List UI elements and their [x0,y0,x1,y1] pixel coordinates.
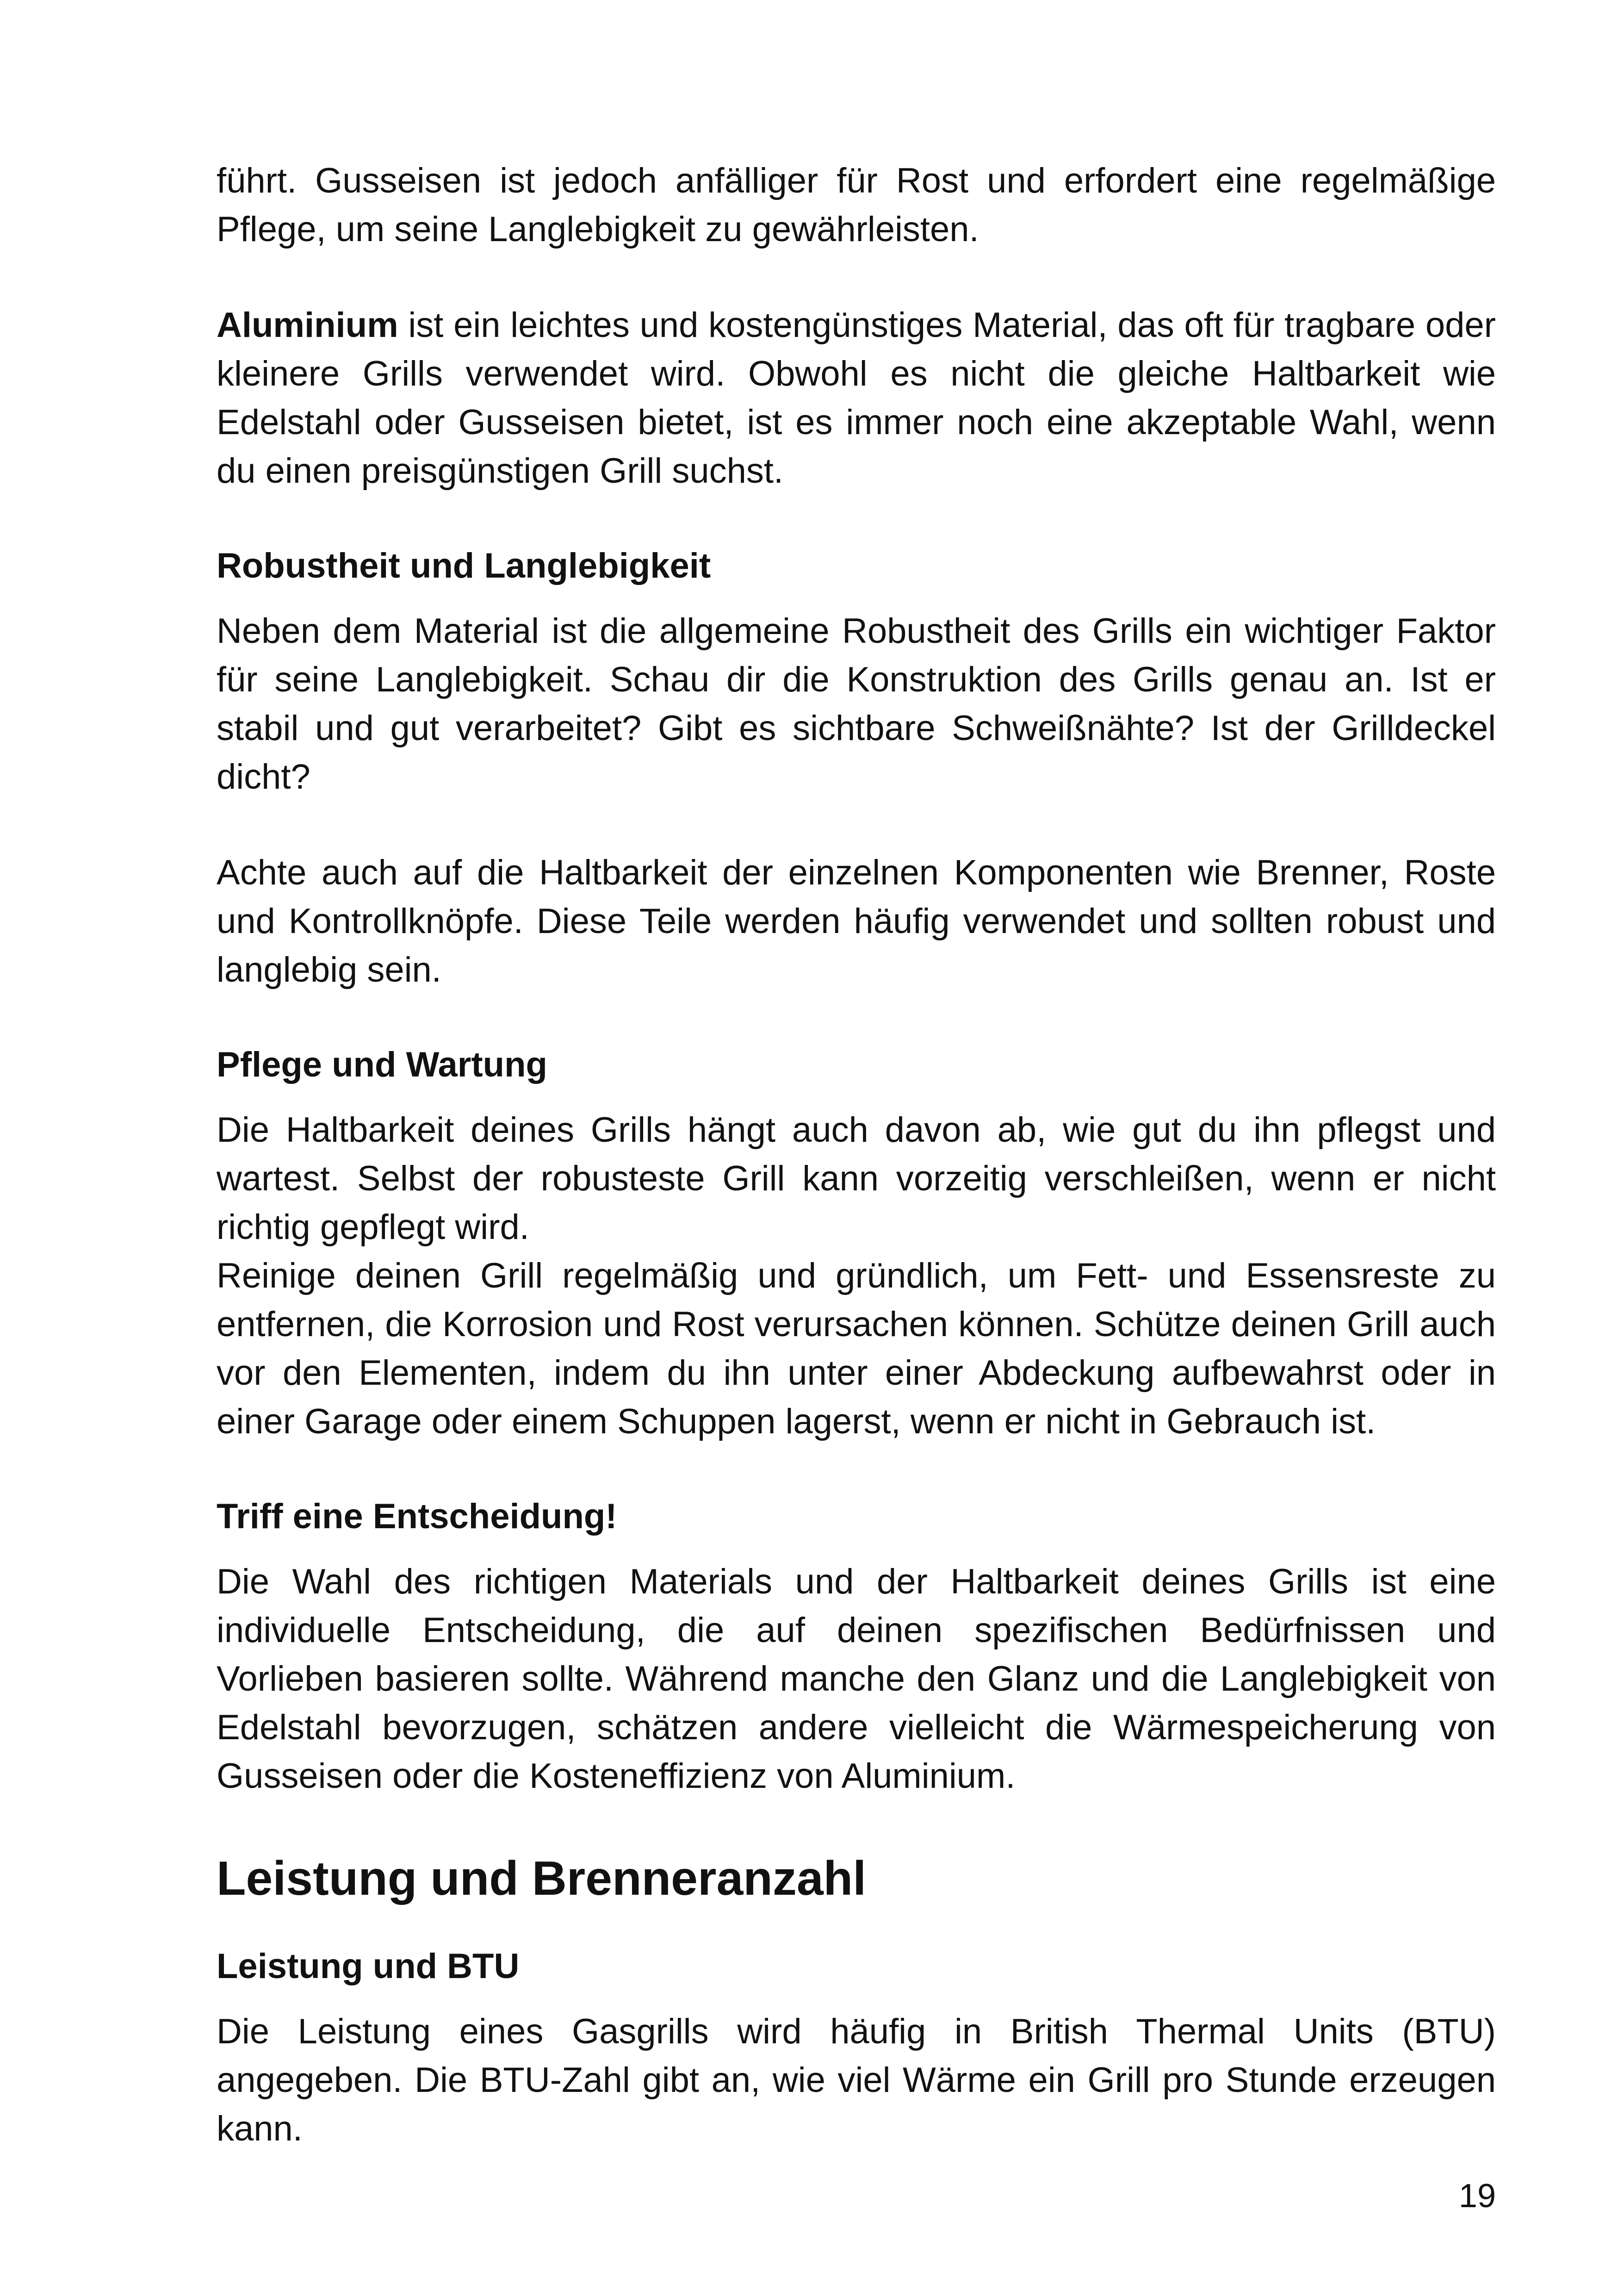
paragraph-gusseisen-continuation: führt. Gusseisen ist jedoch anfälliger für Rost und erfordert eine regelmäßige Pflege, um seine Langlebigkeit zu gewährleisten. [217,161,1496,249]
section-title-leistung: Leistung und Brenneranzahl [217,1852,867,1905]
paragraph-robustheit: Neben dem Material ist die allgemeine Robustheit des Grills ein wichtiger Faktor für seine Langlebigkeit. Schau dir die Konstruktion des Grills genau an. Ist er stabil und gut verarbeitet? Gibt es sichtbare Schweißnähte? Ist der Grilldeckel dicht? [217,611,1496,796]
paragraph-aluminium-text: ist ein leichtes und kostengünstiges Material, das oft für tragbare oder kleinere Grills verwendet wird. Obwohl es nicht die gleiche Haltbarkeit wie Edelstahl oder Gusseisen bietet, ist es immer noch eine akzeptable Wahl, wenn du einen preisgünstigen Grill suchst. [217,305,1496,491]
heading-pflege: Pflege und Wartung [217,1045,547,1084]
heading-btu: Leistung und BTU [217,1947,520,1986]
heading-robustheit: Robustheit und Langlebigkeit [217,546,711,585]
term-aluminium: Aluminium [217,305,398,345]
page-body [217,156,1496,2153]
paragraph-pflege: Die Haltbarkeit deines Grills hängt auch davon ab, wie gut du ihn pflegst und wartest. Selbst der robusteste Grill kann vorzeitig verschleißen, wenn er nicht richtig gepflegt wird. [217,1110,1496,1247]
paragraph-reinigung: Reinige deinen Grill regelmäßig und gründlich, um Fett- und Essensreste zu entfernen, die Korrosion und Rost verursachen können. Schütze deinen Grill auch vor den Elementen, indem du ihn unter einer Abdeckung aufbewahrst oder in einer Garage oder einem Schuppen lagerst, wenn er nicht in Gebrauch ist. [217,1256,1496,1441]
paragraph-entscheidung: Die Wahl des richtigen Materials und der Haltbarkeit deines Grills ist eine individuelle Entscheidung, die auf deinen spezifischen Bedürfnissen und Vorlieben basieren sollte. Während manche den Glanz und die Langlebigkeit von Edelstahl bevorzugen, schätzen andere vielleicht die Wärmespeicherung von Gusseisen oder die Kosteneffizienz von Aluminium. [217,1562,1496,1796]
paragraph-btu: Die Leistung eines Gasgrills wird häufig in British Thermal Units (BTU) angegeben. Die BTU-Zahl gibt an, wie viel Wärme ein Grill pro Stunde erzeugen kann. [217,2012,1496,2148]
page-number: 19 [1458,2178,1496,2215]
heading-entscheidung: Triff eine Entscheidung! [217,1497,617,1536]
paragraph-komponenten: Achte auch auf die Haltbarkeit der einzelnen Komponenten wie Brenner, Roste und Kontrollknöpfe. Diese Teile werden häufig verwendet und sollten robust und langlebig sein. [217,853,1496,989]
paragraph-aluminium [217,301,1496,495]
